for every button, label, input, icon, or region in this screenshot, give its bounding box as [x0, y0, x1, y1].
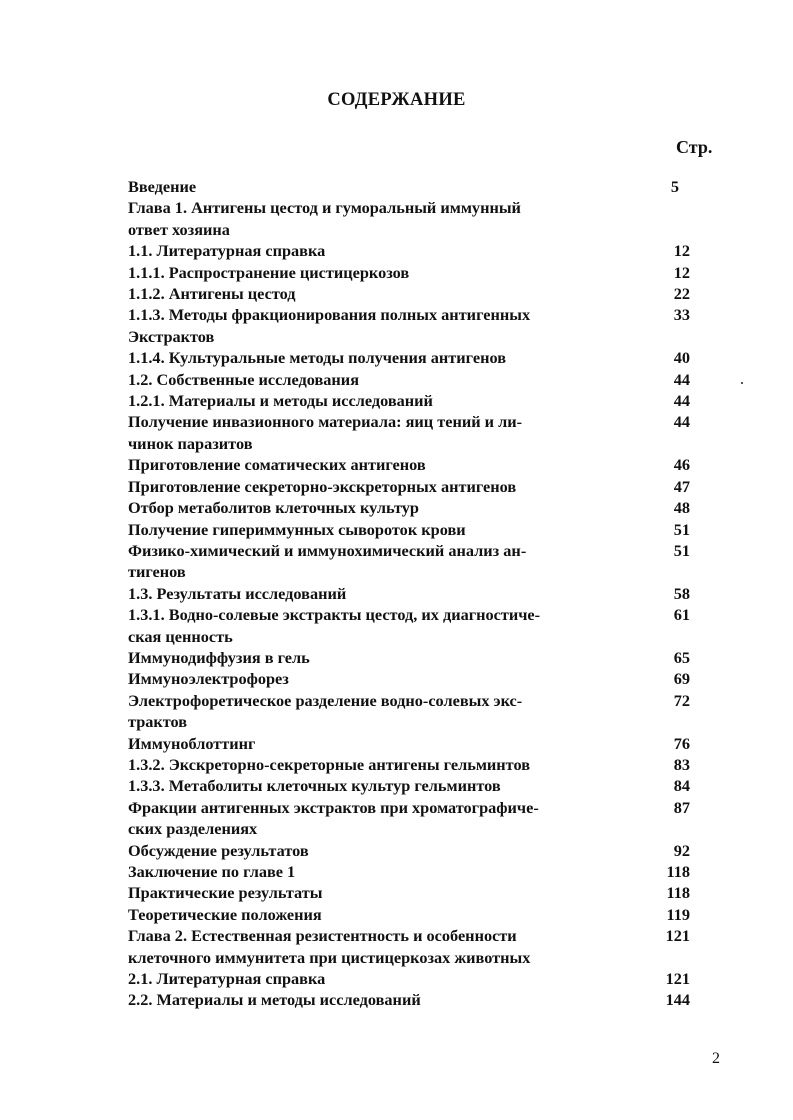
toc-entry [128, 797, 698, 840]
toc-entry-title: 2.2. Материалы и методы исследований [128, 990, 421, 1010]
toc-entry-page: 84 [673, 776, 690, 796]
toc-entry [128, 925, 698, 968]
toc-entry [128, 754, 698, 775]
toc-entry-title: 1.2.1. Материалы и методы исследований [128, 391, 433, 411]
toc-entry-title: 1.2. Собственные исследования [128, 369, 359, 389]
toc-entry-page: 69 [673, 669, 690, 689]
toc-entry-page: 118 [666, 883, 690, 903]
toc-entry [128, 411, 698, 454]
toc-entry-page: 72 [673, 690, 690, 710]
toc-entry-title: Фракции антигенных экстрактов при хроматографиче- ских разделениях [128, 797, 539, 839]
toc-entry [128, 176, 698, 197]
toc-entry-title: Иммунодиффузия в гель [128, 647, 310, 667]
toc-entry-page: 92 [673, 840, 690, 860]
toc-entry-title: Иммуноэлектрофорез [128, 669, 289, 689]
toc-entry [128, 390, 698, 411]
page-title: СОДЕРЖАНИЕ [327, 90, 466, 110]
toc-entry-title: 1.1. Литературная справка [128, 241, 326, 261]
toc-entry-title: Получение гипериммунных сывороток крови [128, 519, 466, 539]
toc-entry-title: Отбор метаболитов клеточных культур [128, 498, 419, 518]
toc-entry [128, 775, 698, 796]
toc-entry-title: 2.1. Литературная справка [128, 969, 326, 989]
toc-entry [128, 347, 698, 368]
toc-entry [128, 262, 698, 283]
toc-entry-page: 121 [665, 969, 690, 989]
toc-entry-page: 44 [673, 412, 690, 432]
toc-entry-page: 40 [673, 348, 690, 368]
toc-entry-title: 1.1.2. Антигены цестод [128, 284, 296, 304]
toc-entry-page: 118 [666, 862, 690, 881]
toc-entry-page: 12 [673, 241, 690, 261]
toc-entry [128, 690, 698, 733]
toc-entry [128, 369, 698, 390]
toc-entry-title: Практические результаты [128, 883, 323, 903]
toc-entry-title: Теоретические положения [128, 904, 322, 924]
toc-entry [128, 540, 698, 583]
toc-entry-page: 65 [673, 647, 690, 667]
toc-entry [128, 476, 698, 497]
toc-entry [128, 283, 698, 304]
toc-entry-title: 1.1.1. Распространение цистицеркозов [128, 262, 410, 282]
toc-entry-page: 44 [673, 369, 690, 389]
toc-entry-page: 61 [673, 605, 690, 625]
toc-entry [128, 840, 698, 861]
toc-entry [128, 304, 698, 347]
toc-entry [128, 861, 698, 882]
toc-entry-title: Электрофоретическое разделение водно-солевых экс- трактов [128, 690, 523, 732]
toc-entry-page: 119 [666, 904, 690, 924]
toc-entry-page: 87 [673, 797, 690, 817]
toc-entry [128, 604, 698, 647]
toc-entry [128, 454, 698, 475]
toc-entry [128, 240, 698, 261]
toc-entry-title: Глава 2. Естественная резистентность и особенности клеточного иммунитета при цистицеркозах животных [128, 926, 531, 967]
toc-entry-title: Физико-химический и иммунохимический анализ ан- тигенов [128, 540, 527, 582]
toc-entry-page: 83 [673, 754, 690, 774]
toc-entry [128, 904, 698, 925]
toc-entry-title: Обсуждение результатов [128, 840, 309, 860]
scan-speck [741, 382, 743, 384]
table-of-contents [128, 176, 698, 1011]
toc-entry-page: 121 [665, 926, 690, 946]
toc-entry-page: 44 [673, 391, 690, 411]
toc-entry-page: 51 [673, 519, 690, 539]
toc-entry [128, 647, 698, 668]
toc-entry [128, 519, 698, 540]
toc-entry [128, 583, 698, 604]
toc-entry-page: 22 [673, 284, 690, 304]
toc-entry-title: Получение инвазионного материала: яиц тений и ли- чинок паразитов [128, 412, 523, 453]
toc-entry-title: Введение [128, 177, 197, 196]
toc-entry-title: 1.1.4. Культуральные методы получения антигенов [128, 348, 506, 368]
toc-entry [128, 497, 698, 518]
toc-entry-title: Приготовление секреторно-экскреторных антигенов [128, 476, 517, 496]
toc-entry-page: 12 [673, 262, 690, 282]
toc-entry-page: 51 [673, 540, 690, 560]
toc-entry-title: 1.1.3. Методы фракционирования полных антигенных Экстрактов [128, 305, 531, 346]
pages-column-header: Стр. [676, 137, 713, 157]
toc-entry-title: 1.3.2. Экскреторно-секреторные антигены гельминтов [128, 754, 530, 774]
page-number: 2 [712, 1050, 720, 1067]
toc-entry-page: 76 [673, 733, 690, 753]
toc-entry [128, 989, 698, 1010]
toc-entry-title: Глава 1. Антигены цестод и гуморальный иммунный ответ хозяина [128, 198, 521, 239]
toc-entry [128, 733, 698, 754]
toc-entry-title: Приготовление соматических антигенов [128, 455, 426, 475]
toc-entry [128, 197, 698, 240]
toc-entry-page: 33 [673, 305, 690, 325]
toc-entry-title: 1.3.3. Метаболиты клеточных культур гельминтов [128, 776, 501, 796]
toc-entry [128, 668, 698, 689]
toc-entry-title: 1.3.1. Водно-солевые экстракты цестод, их диагностиче- ская ценность [128, 605, 541, 646]
toc-entry-page: 47 [673, 476, 690, 496]
toc-entry-page: 5 [670, 177, 679, 196]
toc-entry [128, 968, 698, 989]
toc-entry-page: 144 [665, 990, 690, 1010]
toc-entry-page: 48 [673, 498, 690, 518]
toc-entry-page: 58 [673, 583, 690, 603]
toc-entry-title: Заключение по главе 1 [128, 862, 296, 881]
toc-entry-title: Иммуноблоттинг [128, 733, 256, 753]
toc-entry [128, 882, 698, 903]
toc-entry-page: 46 [673, 455, 690, 475]
toc-entry-title: 1.3. Результаты исследований [128, 583, 347, 603]
